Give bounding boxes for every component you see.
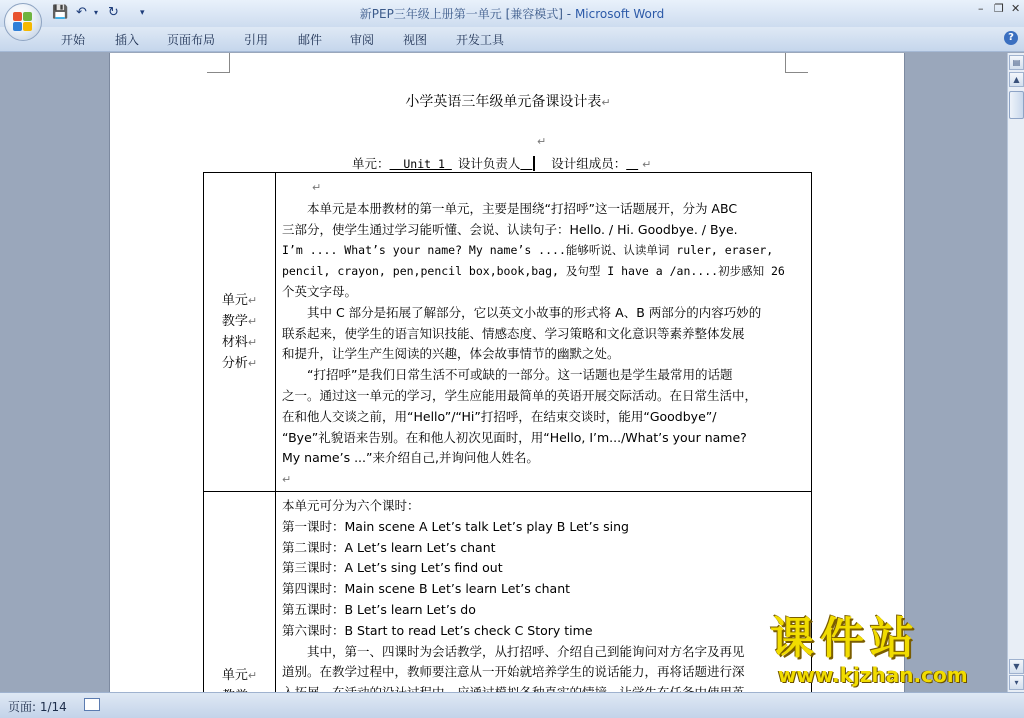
minimize-icon[interactable]: – bbox=[978, 2, 984, 15]
document-title: 小学英语三年级单元备课设计表↵ bbox=[405, 94, 611, 110]
next-page-icon[interactable]: ▾ bbox=[1009, 675, 1024, 690]
schedule-content-cell[interactable]: 本单元可分为六个课时： 第一课时：Main scene A Let’s talk Let’s play B Let’s sing 第二课时：A Let’s learn Let’s chant 第三课时：A Let’s sing Let’s find out 第四课时：Main scene B Let’s learn Let’s chant 第五课时：B Let’s learn Let’s do 第六课时：B Start to read Let’s check C Story time 其中，第一、四课时为会话教学，从打招呼、介绍自己到能询问对方名字及再见 道别。在教学过程中，教师要注意从一开始就培养学生的说话能力，再将话题进行深 bbox=[276, 491, 812, 711]
undo-icon[interactable]: ↶ bbox=[76, 5, 87, 20]
office-logo-icon bbox=[13, 12, 33, 32]
margin-mark-right bbox=[785, 53, 808, 73]
paragraph-mark: ↵ bbox=[537, 135, 547, 148]
redo-icon[interactable]: ↻ bbox=[108, 5, 119, 20]
watermark-brand: 课件站 bbox=[770, 613, 920, 664]
tab-insert[interactable]: 插入 bbox=[115, 33, 140, 47]
title-bar bbox=[0, 0, 1024, 27]
tab-view[interactable]: 视图 bbox=[403, 33, 428, 47]
table-row bbox=[204, 173, 812, 492]
help-icon[interactable]: ? bbox=[1004, 31, 1018, 45]
window-title: 新PEP三年级上册第一单元 [兼容模式] - Microsoft Word bbox=[359, 7, 665, 21]
restore-icon[interactable]: ❐ bbox=[994, 2, 1004, 15]
analysis-content-cell[interactable]: ↵ 本单元是本册教材的第一单元，主要是围绕“打招呼”这一话题展开，分为 ABC 三部分，使学生通过学习能听懂、会说、认读句子：Hello. / Hi. Goodbye. / Bye. I’m .... What’s your name? My name’s ....能够听说、认读单词 ruler, eraser, pencil, crayon, pen,pencil box,book,bag, 及句型 I have a /an....初步感知 26 个英文字母。 其中 C 部分是拓展了解部分，它以英文小故事的形式将 A、B 两部分的内容巧妙的 联系起来，使学生的语言知识技能、情感态度、学习策略和文化意识等素养整体发展 和提升，让学生产生阅读的兴趣，体会故事情节的幽默之处。 “打招呼”是我们日常生活不可或缺的一部分。这一话题也是学生最常用的话题 之一。通过这一单元的学习，学生应能用最简单的英语开展交际活动。在日常生活中， 在和他人交谈之前，用“Hello”/“Hi”打招呼，在结束交谈时，能用“Goodbye”/ “Bye”礼貌语来告别。在和他人初次见面时，用“Hello, I’m.../What’s your name? My name’s ...”来介绍自己,并询问他人姓名。 ↵ bbox=[276, 173, 812, 492]
watermark bbox=[770, 615, 1010, 687]
customize-toolbar-icon[interactable]: ▾ bbox=[140, 8, 145, 18]
ruler-toggle-icon[interactable]: ▤ bbox=[1009, 55, 1024, 70]
page-counter[interactable]: 页面: 1/14 bbox=[8, 700, 67, 714]
tab-references[interactable]: 引用 bbox=[244, 33, 269, 47]
office-button[interactable] bbox=[4, 3, 42, 41]
row-label-cell[interactable]: 单元↵ bbox=[204, 491, 276, 711]
watermark-url: www.kjzhan.com bbox=[778, 663, 968, 687]
vertical-scrollbar[interactable] bbox=[1007, 53, 1024, 692]
scroll-up-icon[interactable]: ▲ bbox=[1009, 72, 1024, 87]
document-area[interactable] bbox=[0, 53, 1007, 692]
word-count-icon[interactable] bbox=[84, 698, 100, 711]
tab-developer[interactable]: 开发工具 bbox=[456, 33, 505, 47]
tab-page-layout[interactable]: 页面布局 bbox=[167, 33, 216, 47]
row-label-cell[interactable]: 单元↵ 教学↵ 材料↵ 分析↵ bbox=[204, 173, 276, 492]
save-icon[interactable]: 💾 bbox=[52, 5, 69, 20]
margin-mark-left bbox=[207, 53, 230, 73]
unit-line: 单元： Unit 1 设计负责人 设计组成员： ↵ bbox=[352, 156, 652, 171]
tab-home[interactable]: 开始 bbox=[61, 33, 86, 47]
ribbon-tabs bbox=[0, 27, 1024, 52]
status-bar bbox=[0, 692, 1024, 718]
close-icon[interactable]: ✕ bbox=[1011, 2, 1021, 15]
tab-review[interactable]: 审阅 bbox=[350, 33, 375, 47]
tab-mailings[interactable]: 邮件 bbox=[298, 33, 323, 47]
scroll-thumb[interactable] bbox=[1009, 91, 1024, 119]
undo-dropdown-icon[interactable]: ▾ bbox=[94, 8, 99, 17]
scroll-down-icon[interactable]: ▼ bbox=[1009, 659, 1024, 674]
lesson-plan-table bbox=[203, 172, 812, 712]
table-row bbox=[204, 491, 812, 711]
